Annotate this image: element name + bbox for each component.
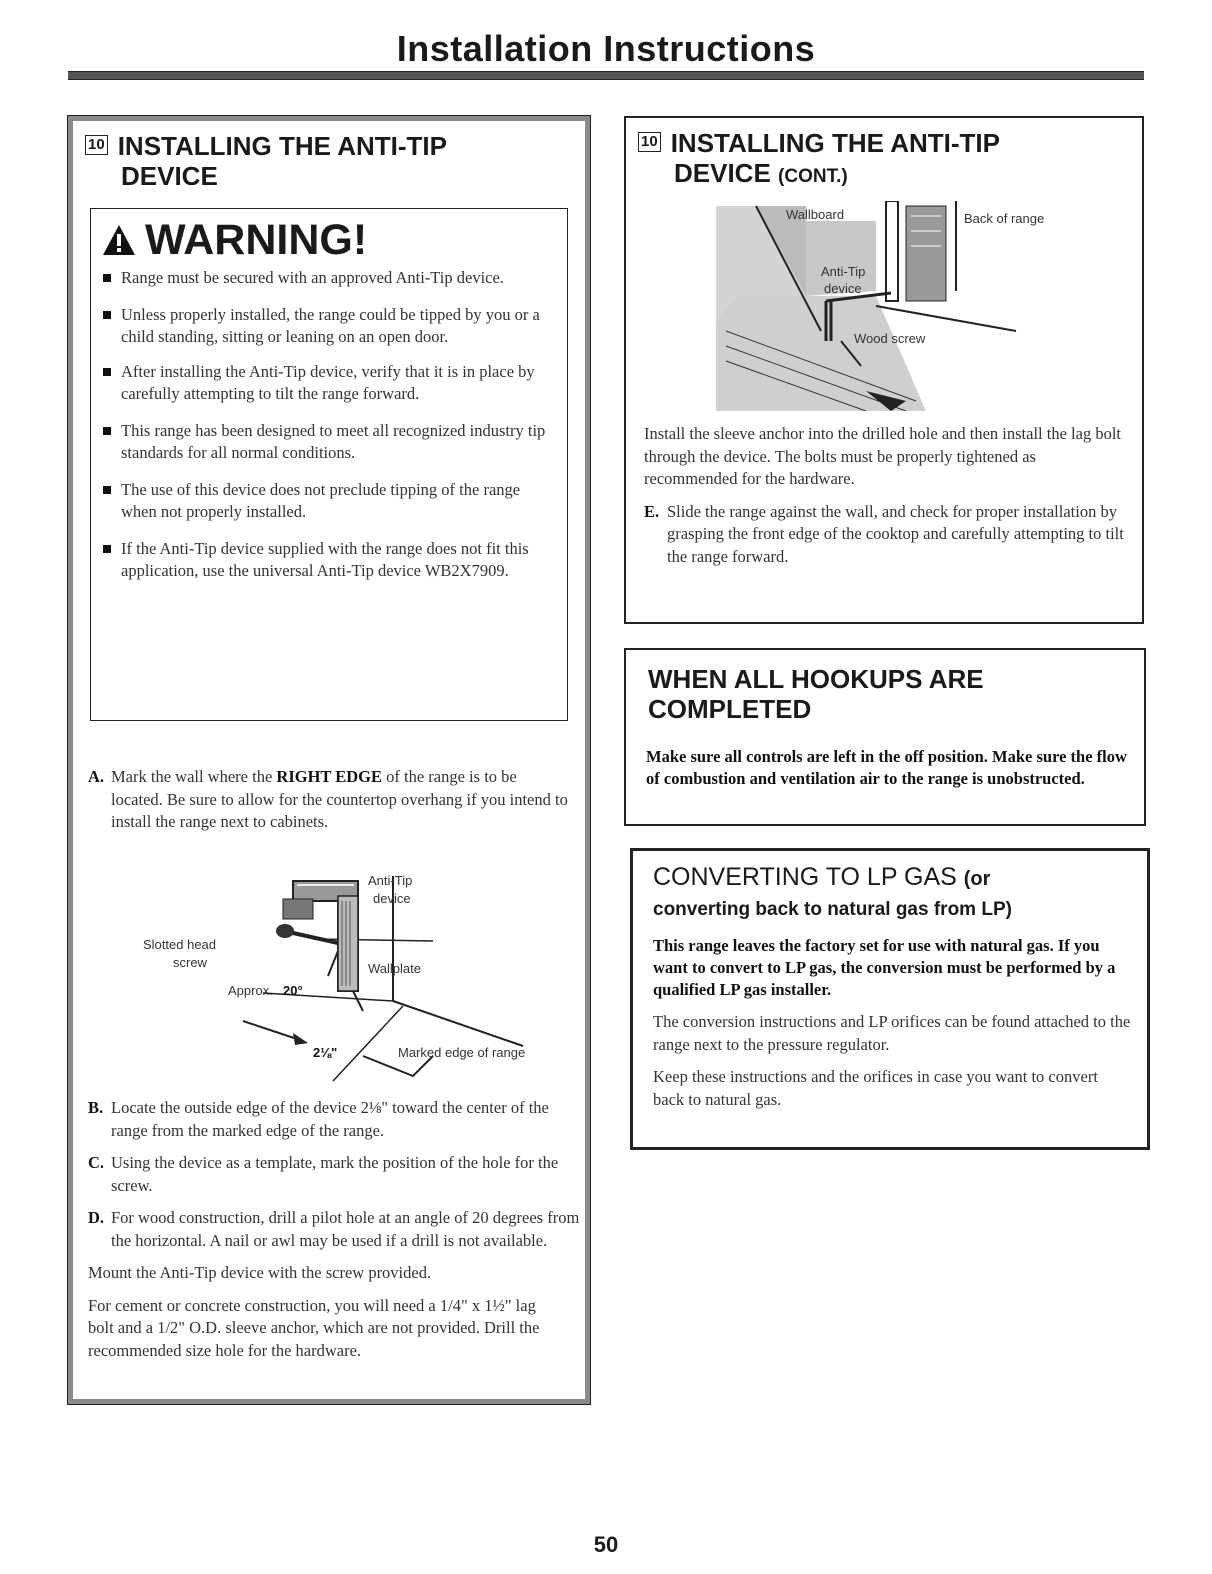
hookups-heading: WHEN ALL HOOKUPS ARE COMPLETED <box>648 664 984 724</box>
section-heading <box>85 131 447 191</box>
warning-bullet: Unless properly installed, the range could be tipped by you or a child standing, sitting or leaning on an open door. <box>91 304 551 349</box>
warning-bullet: After installing the Anti-Tip device, verify that it is in place by carefully attempting to tilt the range forward. <box>91 361 551 406</box>
warning-box <box>90 208 568 721</box>
fig1-distance-label: 2⅛" <box>313 1045 338 1060</box>
step-number-icon: 10 <box>85 135 108 155</box>
cont-label: (CONT.) <box>778 166 848 187</box>
page-title: Installation Instructions <box>396 28 816 69</box>
fig1-wallplate-label: Wallplate <box>368 961 421 976</box>
step-c: C. Using the device as a template, mark the position of the hole for the screw. <box>88 1153 559 1195</box>
warning-bullet: If the Anti-Tip device supplied with the range does not fit this application, use the universal Anti-Tip device WB2X7909. <box>91 538 551 583</box>
fig1-approx-label: Approx. <box>228 983 273 998</box>
heading-line-2: DEVICE <box>121 161 218 191</box>
hookups-text: Make sure all controls are left in the off position. Make sure the flow of combustion and ventilation air to the range is unobstructed. <box>646 747 1127 788</box>
fig1-screw-label: screw <box>173 955 207 970</box>
mount-text: Mount the Anti-Tip device with the screw provided. <box>88 1263 432 1282</box>
fig2-wood-screw-label: Wood screw <box>854 331 926 346</box>
install-text: Install the sleeve anchor into the drilled hole and then install the lag bolt through the device. The bolts must be properly tightened as recommended for the hardware. <box>644 424 1121 488</box>
warning-title: WARNING! <box>145 216 368 264</box>
lp-subheading: converting back to natural gas from LP) <box>653 899 1012 920</box>
fig1-slotted-head-label: Slotted head <box>143 937 217 952</box>
warning-bullet: This range has been designed to meet all recognized industry tip standards for all normal conditions. <box>91 420 551 465</box>
fig1-angle-label: 20° <box>283 983 303 998</box>
lp-paragraph-2: Keep these instructions and the orifices in case you want to convert back to natural gas. <box>653 1067 1098 1109</box>
fig2-wallboard-label: Wallboard <box>786 207 845 222</box>
step-a: A. Mark the wall where the RIGHT EDGE of the range is to be located. Be sure to allow for the countertop overhang if you intend to install the range next to cabinets. <box>88 767 568 831</box>
fig2-device-label: device <box>824 281 862 296</box>
step-d: D. For wood construction, drill a pilot hole at an angle of 20 degrees from the horizontal. A nail or awl may be used if a drill is not available. <box>88 1208 580 1250</box>
wall-mount-diagram <box>716 201 1046 411</box>
heading-line-1: INSTALLING THE ANTI-TIP <box>670 128 1000 158</box>
cement-text: For cement or concrete construction, you will need a 1/4" x 1½" lag bolt and a 1/2" O.D. sleeve anchor, which are not provided. Drill the recommended size hole for the hardware. <box>88 1295 540 1360</box>
fig1-device-label: device <box>373 891 411 906</box>
fig1-marked-edge-label: Marked edge of range <box>398 1045 526 1060</box>
fig2-anti-tip-label: Anti-Tip <box>821 264 866 279</box>
heading-line-2: DEVICE <box>674 158 771 188</box>
section-heading-cont <box>638 128 1000 192</box>
warning-bullet: The use of this device does not preclude tipping of the range when not properly installed. <box>91 479 551 524</box>
anti-tip-section <box>68 116 590 1404</box>
step-e: E. Slide the range against the wall, and check for proper installation by grasping the front edge of the cooktop and carefully attempting to tilt the range forward. <box>644 501 1124 566</box>
fig2-back-of-range-label: Back of range <box>964 211 1045 226</box>
step-number-icon: 10 <box>638 132 661 152</box>
lp-conversion-section <box>630 848 1150 1150</box>
lp-paragraph-1: The conversion instructions and LP orifices can be found attached to the range next to the pressure regulator. <box>653 1012 1131 1054</box>
heading-line-1: INSTALLING THE ANTI-TIP <box>117 131 447 161</box>
anti-tip-cont-section <box>624 116 1144 624</box>
lp-heading: CONVERTING TO LP GAS (or <box>653 863 991 891</box>
warning-triangle-icon <box>101 223 137 257</box>
warning-bullet: Range must be secured with an approved Anti-Tip device. <box>91 267 551 290</box>
anti-tip-device-diagram <box>133 871 553 1101</box>
hookups-section <box>624 648 1146 826</box>
step-b: B. Locate the outside edge of the device 2⅛" toward the center of the range from the marked edge of the range. <box>88 1098 549 1140</box>
title-rule <box>68 71 1144 80</box>
page-number: 50 <box>593 1532 619 1557</box>
lp-bold-text: This range leaves the factory set for use with natural gas. If you want to convert to LP gas, the conversion must be performed by a qualified LP gas installer. <box>653 936 1116 999</box>
fig1-anti-tip-label: Anti-Tip <box>368 873 413 888</box>
